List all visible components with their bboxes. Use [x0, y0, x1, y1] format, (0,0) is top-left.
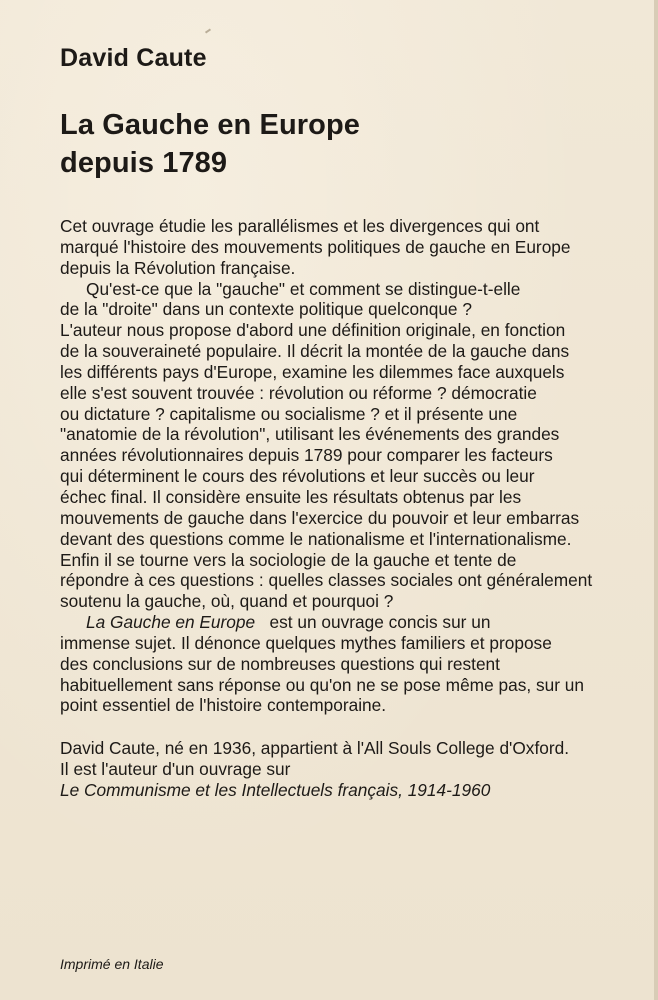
text-line: elle s'est souvent trouvée : révolution ou réforme ? démocratie [60, 382, 537, 403]
author-name: David Caute [60, 44, 207, 72]
text-line: soutenu la gauche, où, quand et pourquoi ? [60, 591, 394, 612]
text-line: Il est l'auteur d'un ouvrage sur [60, 759, 291, 780]
text-line: habituellement sans réponse ou qu'on ne se pose même pas, sur un [60, 674, 584, 695]
text-line: de la "droite" dans un contexte politique quelconque ? [60, 299, 472, 320]
paragraph-summary [60, 612, 620, 716]
text-line: "anatomie de la révolution", utilisant les événements des grandes [60, 424, 560, 445]
text-line: marqué l'histoire des mouvements politiques de gauche en Europe [60, 236, 571, 257]
text-line: Qu'est-ce que la "gauche" et comment se distingue-t-elle [86, 278, 521, 299]
book-title-line-1: La Gauche en Europe [60, 109, 361, 141]
text-line: L'auteur nous propose d'abord une définition originale, en fonction [60, 320, 566, 341]
pencil-mark [205, 28, 211, 33]
text-line: ou dictature ? capitalisme ou socialisme ? et il présente une [60, 403, 518, 424]
previous-book-title: Le Communisme et les Intellectuels français, 1914-1960 [60, 779, 491, 800]
text-line: répondre à ces questions : quelles classes sociales ont généralement [60, 570, 593, 591]
paragraph-description [60, 279, 620, 613]
text-line [60, 612, 620, 633]
blurb-text [60, 216, 620, 801]
text-line: Cet ouvrage étudie les parallélismes et les divergences qui ont [60, 216, 540, 236]
text-line: années révolutionnaires depuis 1789 pour comparer les facteurs [60, 445, 553, 466]
book-title-line-2: depuis 1789 [60, 147, 228, 179]
text-line: depuis la Révolution française. [60, 257, 296, 278]
paragraph-gap [60, 716, 620, 738]
author-bio [60, 738, 620, 801]
text-line: les différents pays d'Europe, examine les dilemmes face auxquels [60, 361, 565, 382]
imprint-note: Imprimé en Italie [60, 956, 164, 972]
text-line: immense sujet. Il dénonce quelques mythes familiers et propose [60, 632, 552, 653]
text-line: des conclusions sur de nombreuses questions qui restent [60, 653, 500, 674]
paragraph-intro [60, 216, 620, 279]
text-line: devant des questions comme le nationalisme et l'internationalisme. [60, 528, 572, 549]
text-line: échec final. Il considère ensuite les résultats obtenus par les [60, 486, 522, 507]
text-line: Enfin il se tourne vers la sociologie de la gauche et tente de [60, 549, 517, 570]
text-line: point essentiel de l'histoire contemporaine. [60, 695, 387, 716]
text-fragment: est un ouvrage concis sur un [269, 612, 491, 633]
italic-book-title: La Gauche en Europe [86, 612, 256, 633]
text-line: mouvements de gauche dans l'exercice du pouvoir et leur embarras [60, 507, 580, 528]
text-line: qui déterminent le cours des révolutions et leur succès ou leur [60, 466, 535, 487]
text-line: David Caute, né en 1936, appartient à l'All Souls College d'Oxford. [60, 738, 570, 759]
cover-edge [654, 0, 658, 1000]
book-title [60, 106, 360, 182]
text-line: de la souveraineté populaire. Il décrit la montée de la gauche dans [60, 341, 570, 362]
